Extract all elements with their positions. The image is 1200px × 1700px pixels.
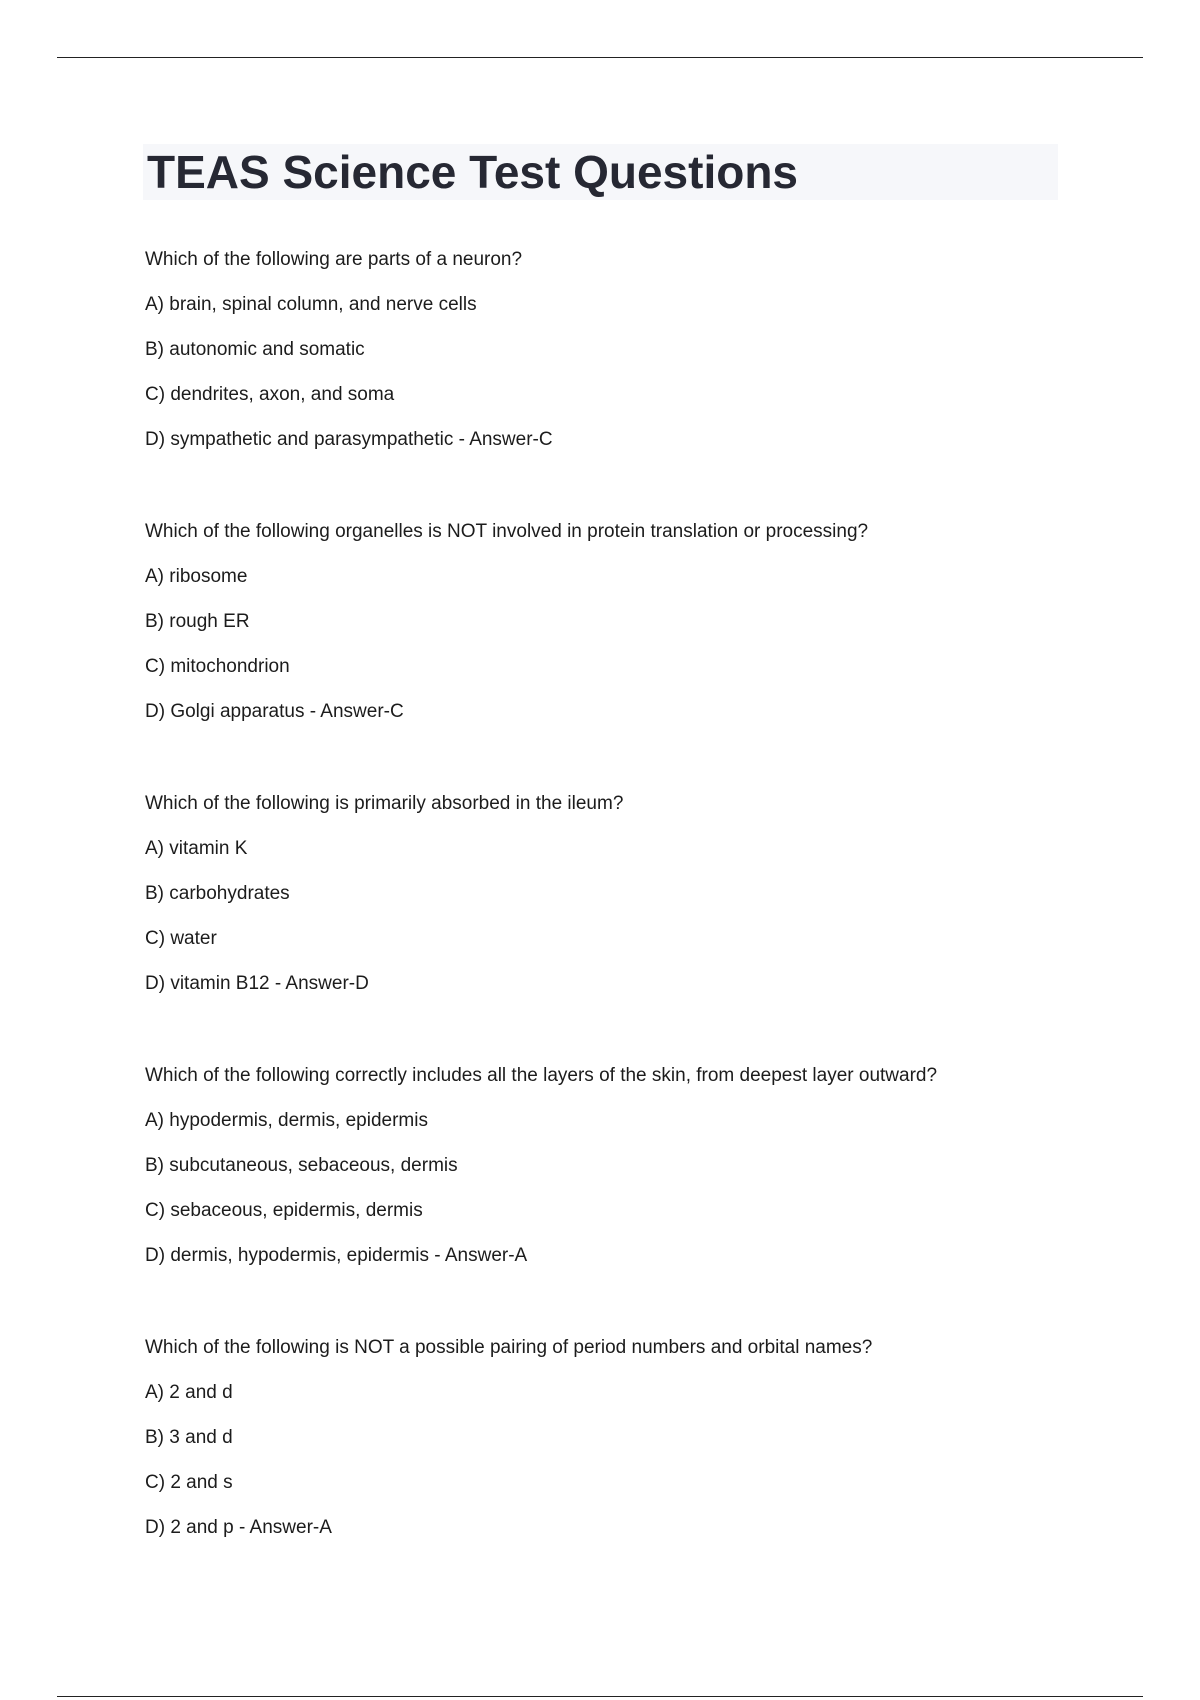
answer-option: B) carbohydrates [145,883,290,904]
answer-option: C) 2 and s [145,1472,233,1493]
question-text: Which of the following are parts of a neuron? [145,249,523,270]
answer-option: B) 3 and d [145,1427,233,1448]
top-rule [57,57,1143,58]
question-text: Which of the following correctly includes all the layers of the skin, from deepest layer outward? [145,1065,938,1086]
question-text: Which of the following is NOT a possible pairing of period numbers and orbital names? [145,1337,873,1358]
question-block-1 [145,247,1095,519]
answer-option: D) vitamin B12 - Answer-D [145,973,369,994]
answer-option: C) mitochondrion [145,656,290,677]
question-block-3 [145,791,1095,1063]
question-block-4 [145,1063,1095,1335]
question-text: Which of the following is primarily absorbed in the ileum? [145,793,624,814]
answer-option: C) sebaceous, epidermis, dermis [145,1200,423,1221]
answer-option: C) water [145,928,217,949]
answer-option: A) ribosome [145,566,248,587]
answer-option: C) dendrites, axon, and soma [145,384,395,405]
answer-option: D) Golgi apparatus - Answer-C [145,701,404,722]
question-list [145,247,1095,1607]
answer-option: B) autonomic and somatic [145,339,365,360]
page-title: TEAS Science Test Questions [147,146,799,198]
answer-option: D) sympathetic and parasympathetic - Answer-C [145,429,553,450]
answer-option: B) rough ER [145,611,250,632]
answer-option: A) 2 and d [145,1382,233,1403]
question-block-5 [145,1335,1095,1607]
question-text: Which of the following organelles is NOT involved in protein translation or processing? [145,521,869,542]
answer-option: A) brain, spinal column, and nerve cells [145,294,477,315]
answer-option: D) 2 and p - Answer-A [145,1517,332,1538]
answer-option: A) hypodermis, dermis, epidermis [145,1110,428,1131]
answer-option: D) dermis, hypodermis, epidermis - Answer-A [145,1245,528,1266]
answer-option: B) subcutaneous, sebaceous, dermis [145,1155,458,1176]
answer-option: A) vitamin K [145,838,248,859]
question-block-2 [145,519,1095,791]
title-block [143,144,1058,200]
bottom-rule [57,1696,1143,1697]
